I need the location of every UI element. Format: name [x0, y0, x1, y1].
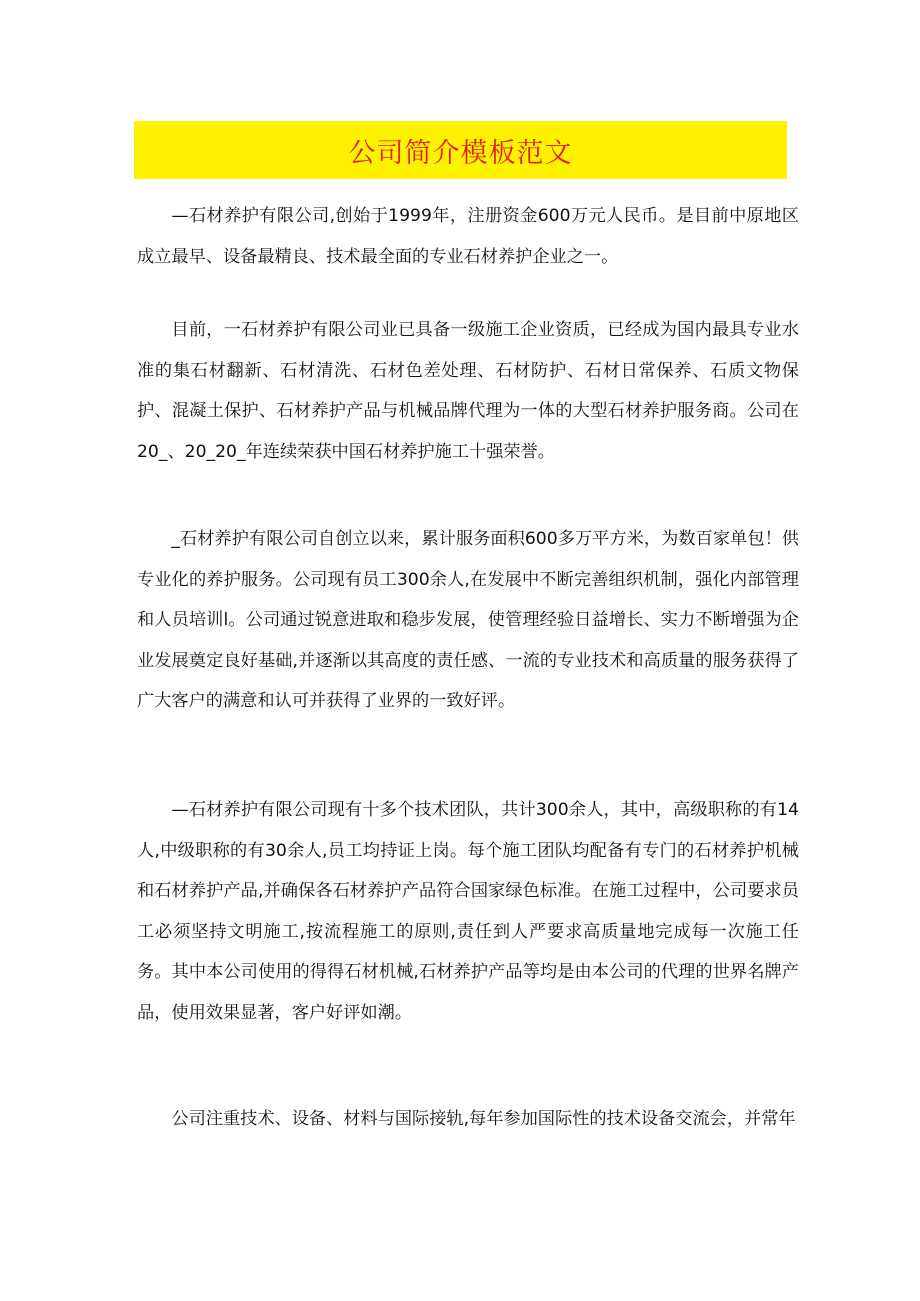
paragraph-technical-teams: —石材养护有限公司现有十多个技术团队，共计300余人，其中，高级职称的有14人,中级职称的有30余人,员工均持证上岗。每个施工团队均配备有专门的石材养护机械和石材养护产品,并确保各石材养护产品符合国家绿色标准。在施工过程中，公司要求员工必须坚持文明施工,按流程施工的原则,责任到人严要求高质量地完成每一次施工任务。其中本公司使用的得得石材机械,石材养护产品等均是由本公司的代理的世界名牌产品，使用效果显著，客户好评如潮。	[137, 800, 799, 1023]
paragraph-international-exchange: 公司注重技术、设备、材料与国际接轨,每年参加国际性的技术设备交流会，并常年	[171, 1109, 796, 1129]
paragraph-company-qualification: 目前，一石材养护有限公司业已具备一级施工企业资质，已经成为国内最具专业水准的集石材翻新、石材清洗、石材色差处理、石材防护、石材日常保养、石质文物保护、混凝土保护、石材养护产品与机械品牌代理为一体的大型石材养护服务商。公司在20_、20_20_年连续荣获中国石材养护施工十强荣誉。	[137, 320, 799, 462]
paragraph-company-founding: —石材养护有限公司,创始于1999年，注册资金600万元人民币。是目前中原地区成立最早、设备最精良、技术最全面的专业石材养护企业之一。	[137, 206, 799, 267]
paragraph-company-service: _石材养护有限公司自创立以来，累计服务面积600多万平方米，为数百家单包！供专业化的养护服务。公司现有员工300余人,在发展中不断完善组织机制，强化内部管理和人员培训l。公司通过锐意进取和稳步发展，使管理经验日益增长、实力不断增强为企业发展奠定良好基础,并逐渐以其高度的责任感、一流的专业技术和高质量的服务获得了广大客户的满意和认可并获得了业界的一致好评。	[137, 529, 799, 711]
document-title: 公司简介模板范文	[348, 137, 573, 169]
title-banner	[134, 121, 787, 179]
